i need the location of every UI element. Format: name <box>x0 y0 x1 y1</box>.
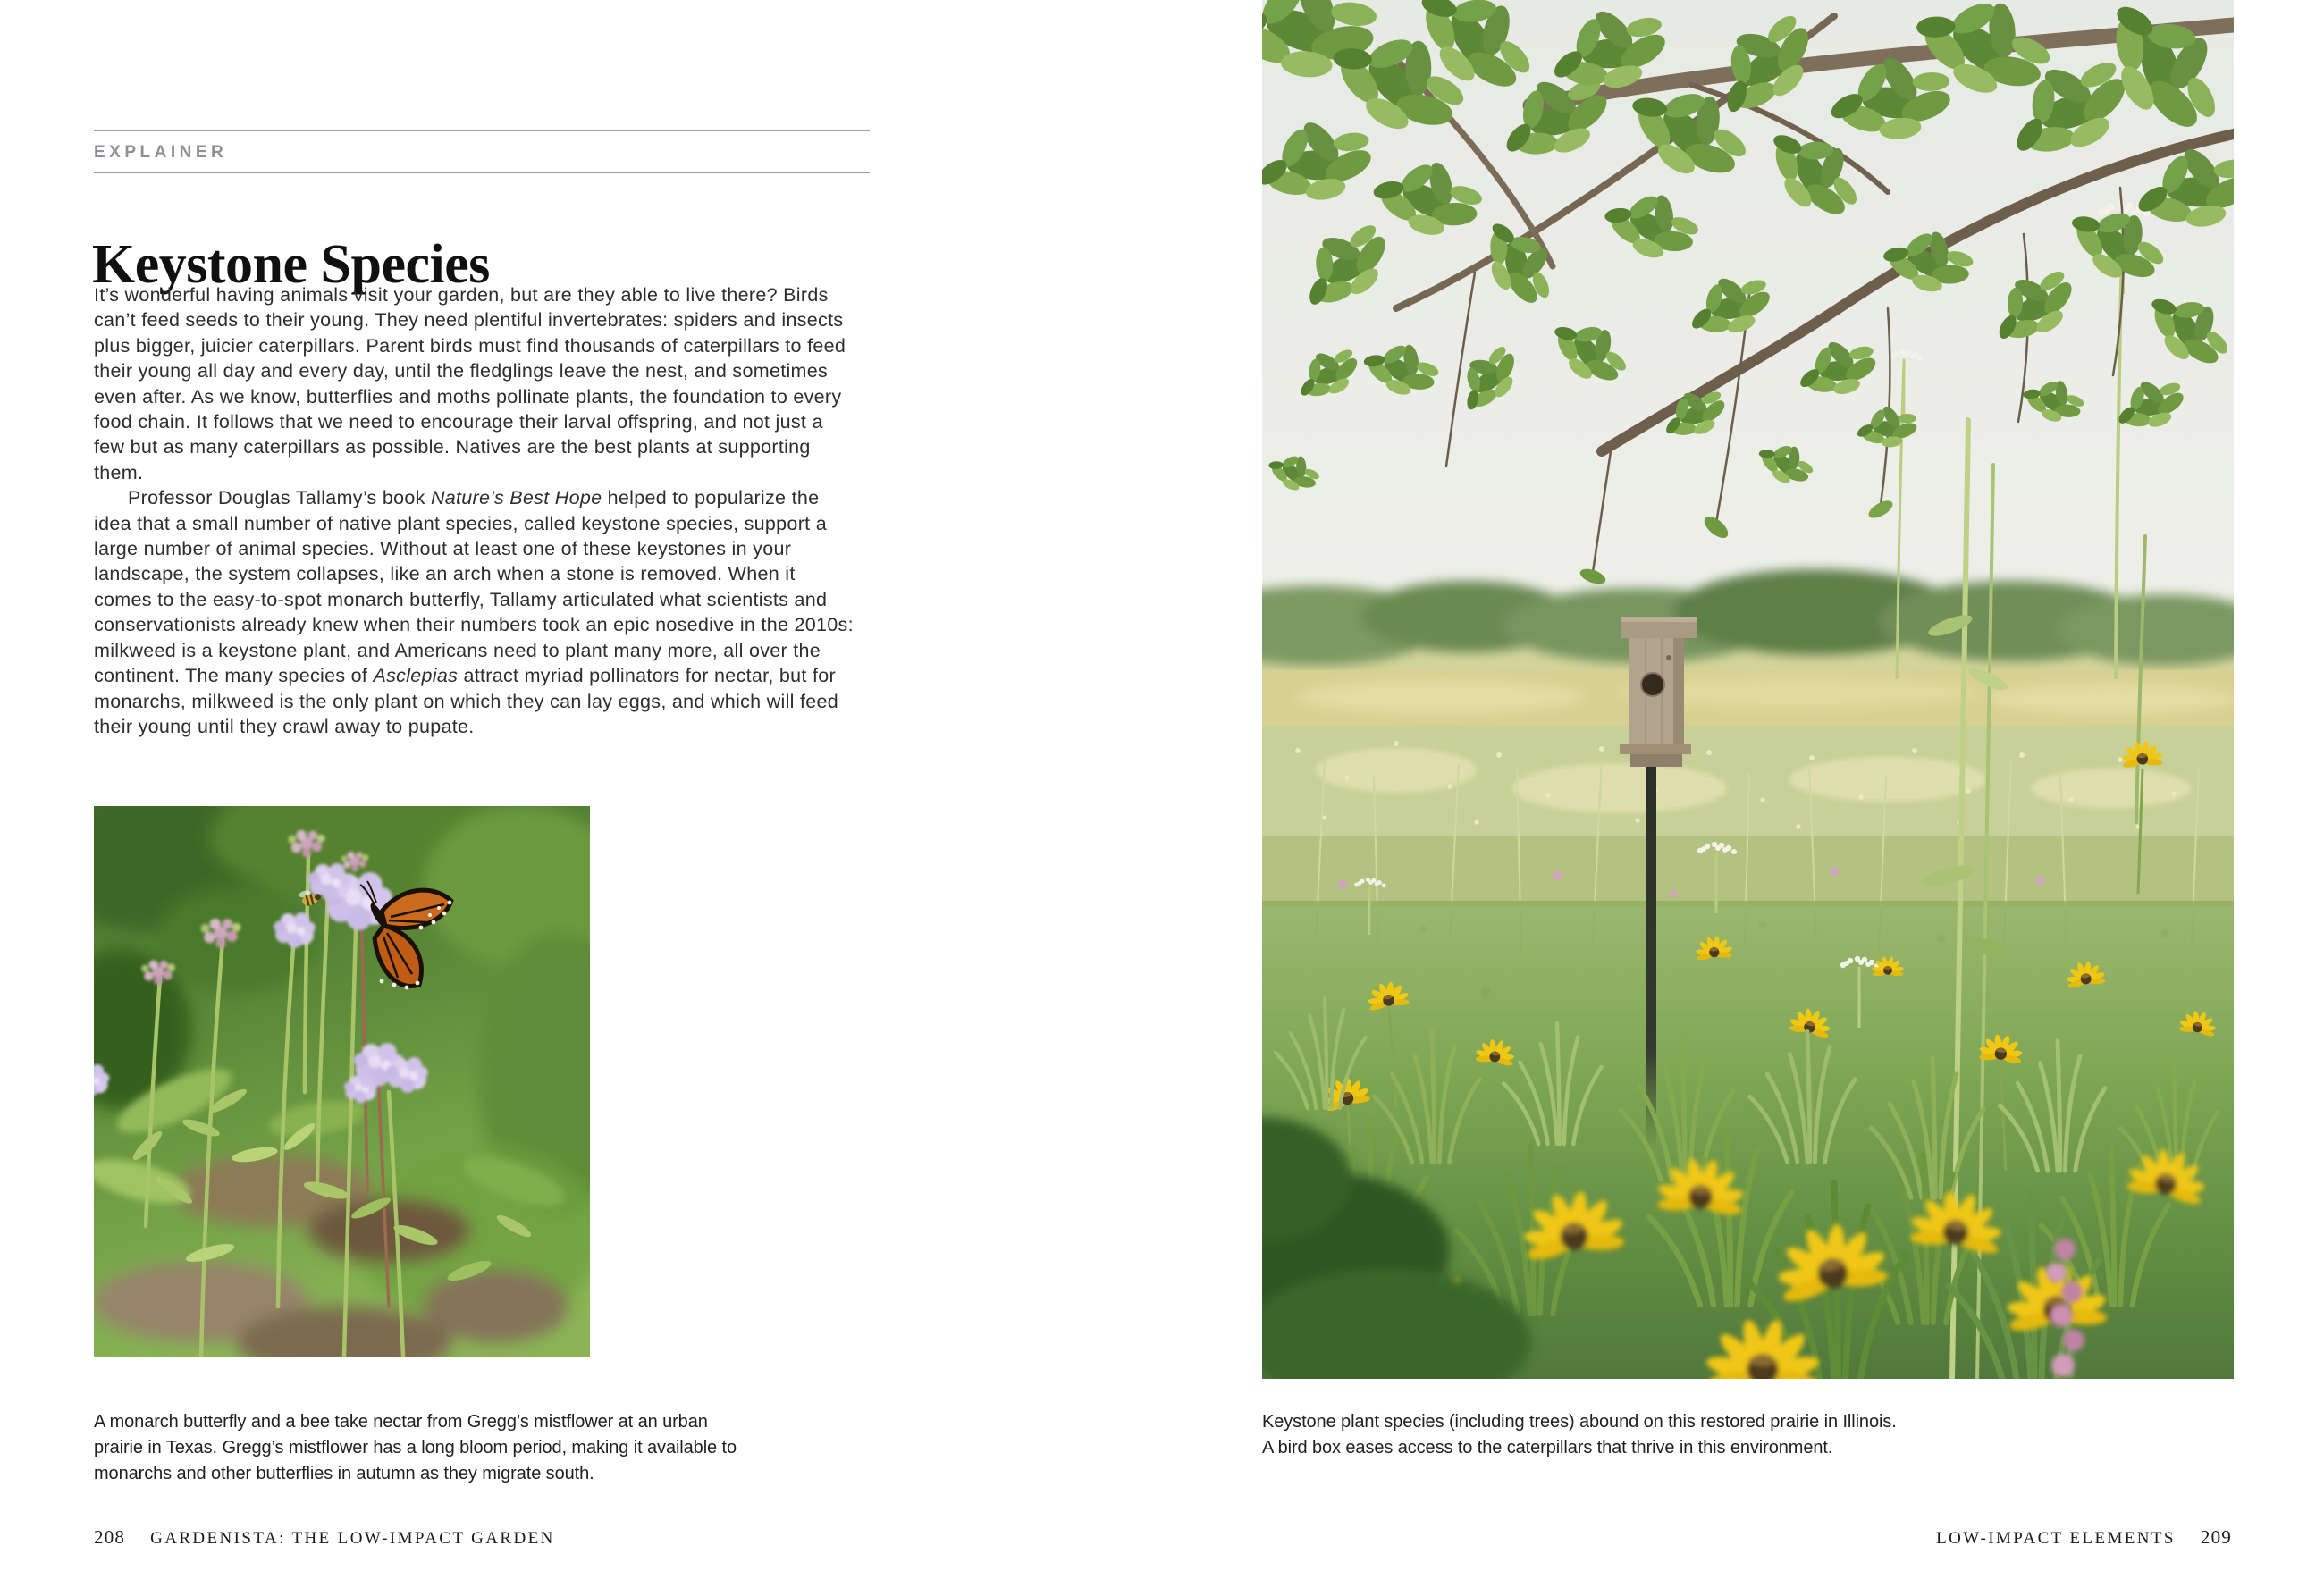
book-title-italic: Nature’s Best Hope <box>430 487 602 509</box>
body-text <box>94 282 854 739</box>
caption-line: Keystone plant species (including trees) abound on this restored prairie in Illinois. <box>1262 1412 1897 1432</box>
body-paragraph-2-text: Professor Douglas Tallamy’s book <box>128 487 431 509</box>
monarch-mistflower-photo <box>94 806 590 1357</box>
body-paragraph-2 <box>94 485 854 739</box>
right-footer <box>1936 1526 2232 1549</box>
body-paragraph-2-text: attract myriad pollinators for nectar, but for monarchs, milkweed is the only plant on which they can lay eggs, and which will feed their young until they crawl away to pupate. <box>94 665 839 737</box>
caption-line: A monarch butterfly and a bee take nectar from Gregg’s mistflower at an urban <box>94 1412 708 1432</box>
prairie-birdbox-photo <box>1262 0 2234 1379</box>
body-paragraph-1: It’s wonderful having animals visit your garden, but are they able to live there? Birds can’t feed seeds to their young. They need plentiful invertebrates: spiders and insects plus bigger, juicier caterpillars. Parent birds must find thousands of caterpillars to feed their young all day and every day, until the fledglings leave the nest, and sometimes even after. As we know, butterflies and moths pollinate plants, the foundation to every food chain. It follows that we need to encourage their larval offspring, and not just a few but as many caterpillars as possible. Natives are the best plants at supporting them. <box>94 284 846 483</box>
caption-line: A bird box eases access to the caterpillars that thrive in this environment. <box>1262 1438 1833 1458</box>
left-page-number: 208 <box>94 1526 126 1548</box>
left-footer <box>94 1526 555 1549</box>
caption-line: prairie in Texas. Gregg’s mistflower has a long bloom period, making it available to <box>94 1438 737 1458</box>
body-paragraph-2-text: helped to popularize the idea that a small number of native plant species, called keystone species, support a large number of animal species. Without at least one of these keystones in your landscape, the system collapses, like an arch when a stone is removed. When it comes to the easy-to-spot monarch butterfly, Tallamy articulated what scientists and conservationists already knew when their numbers took an epic nosedive in the 2010s: milkweed is a keystone plant, and Americans need to plant many more, all over the continent. The many species of <box>94 487 854 687</box>
section-title-footer: LOW-IMPACT ELEMENTS <box>1936 1529 2176 1548</box>
right-page-number: 209 <box>2200 1526 2232 1548</box>
page-title: Keystone Species <box>92 233 490 295</box>
genus-name-italic: Asclepias <box>373 665 459 687</box>
kicker-label: EXPLAINER <box>94 143 228 162</box>
caption-line: monarchs and other butterflies in autumn as they migrate south. <box>94 1464 594 1483</box>
left-photo-caption <box>94 1409 737 1487</box>
kicker-block <box>94 130 870 173</box>
book-title-footer: GARDENISTA: THE LOW-IMPACT GARDEN <box>150 1529 555 1548</box>
right-photo-caption <box>1262 1409 2138 1461</box>
